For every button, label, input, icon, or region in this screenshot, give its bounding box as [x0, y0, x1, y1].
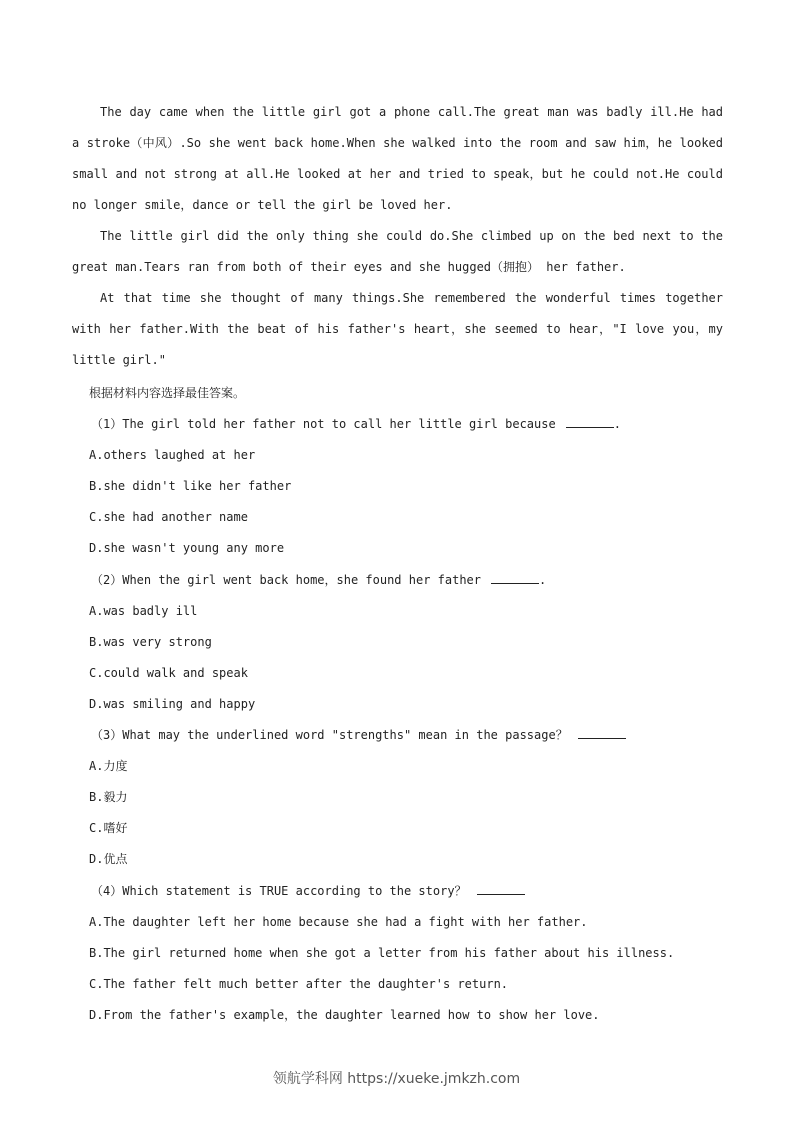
question-stem: （4）Which statement is TRUE according to the story？	[91, 883, 467, 898]
question-4	[89, 876, 729, 907]
option-3d: D.优点	[89, 852, 128, 867]
option-1c: C.she had another name	[89, 510, 248, 525]
answer-blank[interactable]	[578, 726, 626, 739]
option-3c: C.嗜好	[89, 821, 128, 836]
footer-watermark: 领航学科网 https://xueke.jmkzh.com	[272, 1071, 521, 1087]
option-4c: C.The father felt much better after the daughter's return.	[89, 976, 509, 991]
option-2c: C.could walk and speak	[89, 665, 248, 680]
option-1b: B.she didn't like her father	[89, 479, 292, 494]
passage-paragraph-2: The little girl did the only thing she could do.She climbed up on the bed next to the great man.Tears ran from both of their eyes and she hugged（拥抱） her father.	[72, 229, 723, 274]
passage-paragraph-1: The day came when the little girl got a phone call.The great man was badly ill.He had a stroke（中风）.So she went back home.When she walked into the room and saw him，he looked small and not strong at all.He looked at her and tried to speak，but he could not.He could no longer smile，dance or tell the girl be loved her.	[72, 105, 723, 212]
option-2b: B.was very strong	[89, 634, 212, 649]
question-section	[89, 378, 729, 1031]
option-1d: D.she wasn't young any more	[89, 541, 285, 556]
instruction: 根据材料内容选择最佳答案。	[89, 386, 246, 400]
question-stem: （3）What may the underlined word "strengths" mean in the passage？	[91, 728, 568, 743]
answer-blank[interactable]	[477, 882, 525, 895]
answer-blank[interactable]	[491, 571, 539, 584]
option-3a: A.力度	[89, 759, 128, 774]
option-3b: B.毅力	[89, 790, 128, 805]
option-4d: D.From the father's example，the daughter learned how to show her love.	[89, 1007, 600, 1022]
question-1	[89, 409, 729, 440]
question-stem: （2）When the girl went back home，she found her father	[91, 572, 482, 587]
question-stem: （1）The girl told her father not to call her little girl because	[91, 417, 556, 432]
reading-passage	[72, 97, 723, 376]
question-end: .	[613, 417, 621, 432]
option-2a: A.was badly ill	[89, 603, 198, 618]
question-end: .	[539, 572, 547, 587]
answer-blank[interactable]	[566, 415, 614, 428]
option-2d: D.was smiling and happy	[89, 696, 256, 711]
question-2	[89, 565, 729, 596]
passage-paragraph-3: At that time she thought of many things.She remembered the wonderful times together with her father.With the beat of his father's heart，she seemed to hear，"I love you，my little girl."	[72, 291, 723, 367]
option-4a: A.The daughter left her home because she had a fight with her father.	[89, 914, 588, 929]
question-3	[89, 720, 729, 751]
option-1a: A.others laughed at her	[89, 448, 256, 463]
option-4b: B.The girl returned home when she got a letter from his father about his illness.	[89, 945, 675, 960]
